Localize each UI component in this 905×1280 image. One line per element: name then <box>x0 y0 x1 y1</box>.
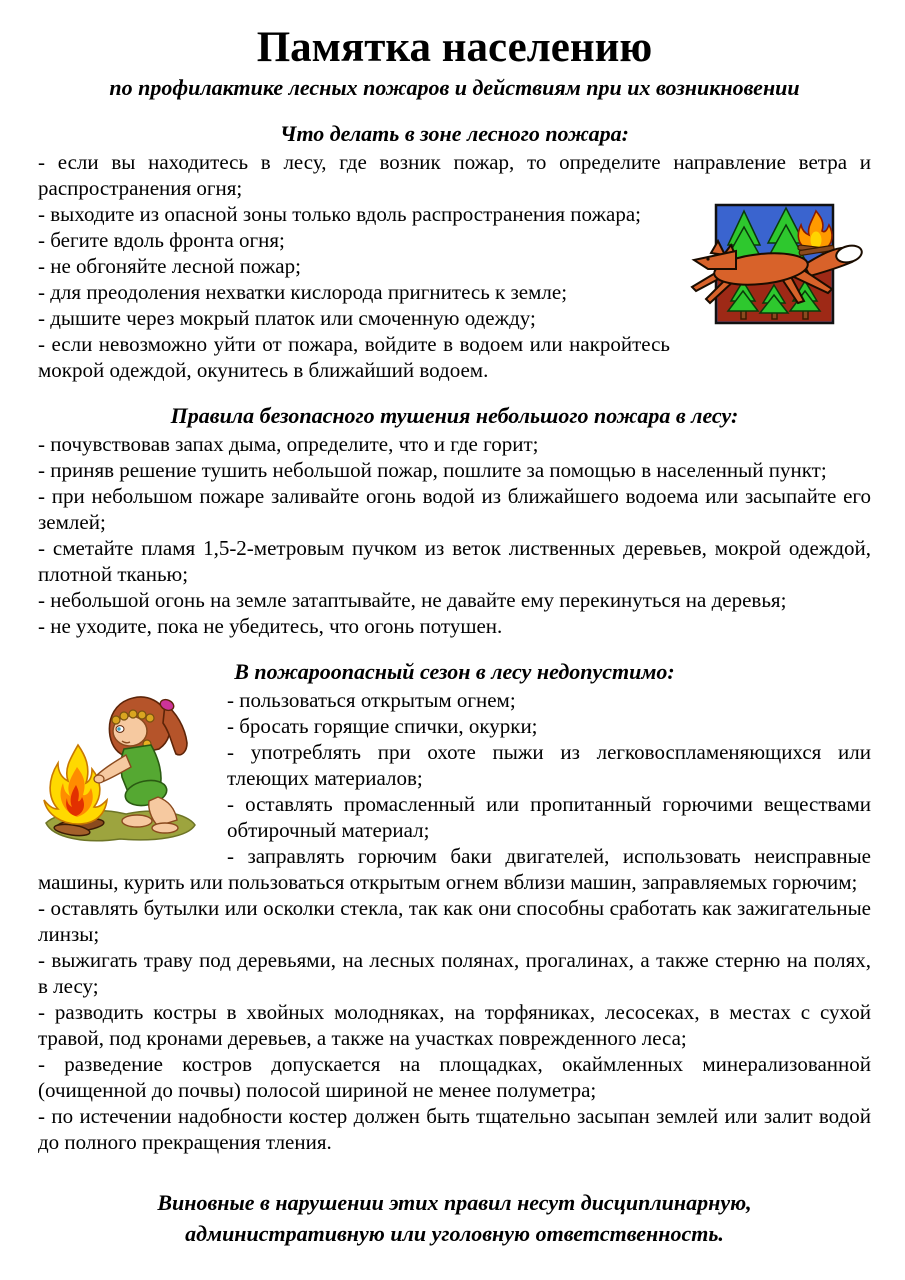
list-item: - приняв решение тушить небольшой пожар, пошлите за помощью в населенный пункт; <box>38 458 827 483</box>
list-item: - оставлять бутылки или осколки стекла, так как они способны сработать как зажигательные линзы; <box>38 896 871 947</box>
list-item: - дышите через мокрый платок или смоченную одежду; <box>38 306 536 331</box>
page-title: Памятка населению <box>256 24 653 71</box>
list-item: - выходите из опасной зоны только вдоль распространения пожара; <box>38 202 641 227</box>
list-item: - бросать горящие спички, окурки; <box>227 714 538 739</box>
section-heading: В пожароопасный сезон в лесу недопустимо: <box>234 659 675 685</box>
section-body <box>38 687 871 1155</box>
section-extinguishing-rules <box>38 403 871 639</box>
list-item: - пользоваться открытым огнем; <box>227 688 516 713</box>
section-fire-season-prohibitions <box>38 659 871 1155</box>
list-item: - если невозможно уйти от пожара, войдите в водоем или накройтесь мокрой одеждой, окунитесь в ближайший водоем. <box>38 332 670 383</box>
list-item: - не обгоняйте лесной пожар; <box>38 254 301 279</box>
list-item: - для преодоления нехватки кислорода пригнитесь к земле; <box>38 280 568 305</box>
list-item: - если вы находитесь в лесу, где возник пожар, то определите направление ветра и распространения огня; <box>38 150 871 201</box>
list-item: - оставлять промасленный или пропитанный горючими веществами обтирочный материал; <box>227 792 871 843</box>
fox-illustration-svg <box>686 203 871 325</box>
liability-note: Виновные в нарушении этих правил несут дисциплинарную, административную или уголовную ответственность. <box>157 1190 752 1247</box>
section-heading: Что делать в зоне лесного пожара: <box>279 121 629 147</box>
list-item: - по истечении надобности костер должен быть тщательно засыпан землей или залит водой до полного прекращения тления. <box>38 1104 871 1155</box>
campfire-girl-svg <box>38 687 203 847</box>
list-item: - заправлять горючим баки двигателей, использовать неисправные машины, курить или пользоваться открытым огнем вблизи машин, заправляемых горючим; <box>38 844 871 895</box>
girl-by-campfire-illustration <box>38 687 203 847</box>
fox-fleeing-forest-fire-illustration <box>686 203 871 325</box>
list-item: - разводить костры в хвойных молодняках, на торфяниках, лесосеках, в местах с сухой травой, под кронами деревьев, а также на участках поврежденного леса; <box>38 1000 871 1051</box>
list-item: - небольшой огонь на земле затаптывайте, не давайте ему перекинуться на деревья; <box>38 588 787 613</box>
campfire-icon <box>44 745 107 824</box>
section-heading: Правила безопасного тушения небольшого пожара в лесу: <box>170 403 739 429</box>
list-item: - не уходите, пока не убедитесь, что огонь потушен. <box>38 614 503 639</box>
list-item: - бегите вдоль фронта огня; <box>38 228 285 253</box>
list-item: - при небольшом пожаре заливайте огонь водой из ближайшего водоема или засыпайте его землей; <box>38 484 871 535</box>
list-item: - почувствовав запах дыма, определите, что и где горит; <box>38 432 539 457</box>
list-item: - разведение костров допускается на площадках, окаймленных минерализованной (очищенной до почвы) полосой шириной не менее полуметра; <box>38 1052 871 1103</box>
list-item: - сметайте пламя 1,5-2-метровым пучком из веток лиственных деревьев, мокрой одеждой, плотной тканью; <box>38 536 871 587</box>
list-item: - выжигать траву под деревьями, на лесных полянах, прогалинах, а также стерню на полях, в лесу; <box>38 948 871 999</box>
section-body <box>38 431 871 639</box>
section-body <box>38 149 871 383</box>
section-fire-zone <box>38 121 871 383</box>
page-subtitle: по профилактике лесных пожаров и действиям при их возникновении <box>109 75 800 101</box>
list-item: - употреблять при охоте пыжи из легковоспламеняющихся или тлеющих материалов; <box>227 740 871 791</box>
